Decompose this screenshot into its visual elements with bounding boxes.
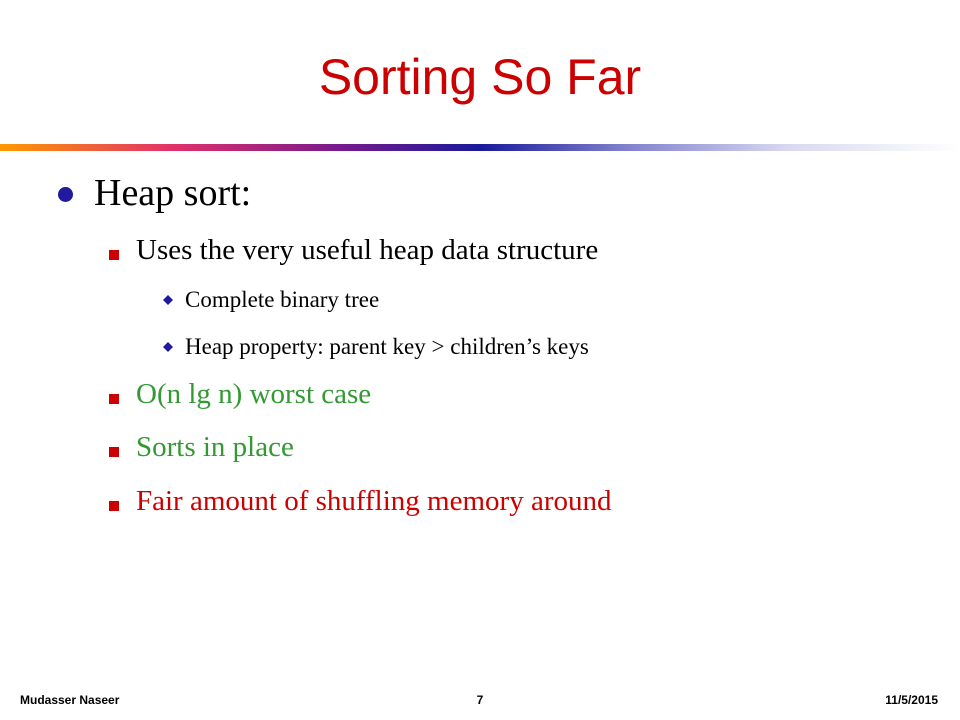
footer-page-number: 7 bbox=[476, 693, 484, 707]
square-bullet-icon bbox=[109, 447, 119, 457]
bullet-text: Heap sort: bbox=[94, 172, 252, 214]
bullet-complete-tree bbox=[185, 287, 379, 313]
bullet-uses-heap bbox=[136, 234, 598, 267]
diamond-bullet-icon bbox=[163, 295, 173, 305]
bullet-text: Heap property: parent key > children’s keys bbox=[185, 334, 589, 359]
round-bullet-icon bbox=[58, 187, 73, 202]
bullet-heap-sort bbox=[94, 171, 251, 215]
bullet-heap-property bbox=[185, 334, 589, 360]
footer-date: 11/5/2015 bbox=[885, 693, 938, 707]
bullet-shuffling bbox=[136, 485, 611, 518]
diamond-bullet-icon bbox=[163, 342, 173, 352]
slide-title: Sorting So Far bbox=[318, 49, 642, 105]
bullet-text: Complete binary tree bbox=[185, 287, 380, 312]
square-bullet-icon bbox=[109, 394, 119, 404]
bullet-text: O(n lg n) worst case bbox=[136, 378, 372, 410]
bullet-text: Sorts in place bbox=[136, 431, 294, 463]
footer-author: Mudasser Naseer bbox=[20, 693, 120, 707]
bullet-worst-case bbox=[136, 378, 371, 411]
square-bullet-icon bbox=[109, 250, 119, 260]
bullet-in-place bbox=[136, 431, 294, 464]
bullet-text: Fair amount of shuffling memory around bbox=[136, 485, 612, 517]
square-bullet-icon bbox=[109, 501, 119, 511]
bullet-text: Uses the very useful heap data structure bbox=[136, 234, 599, 266]
title-divider-gradient bbox=[0, 144, 960, 151]
